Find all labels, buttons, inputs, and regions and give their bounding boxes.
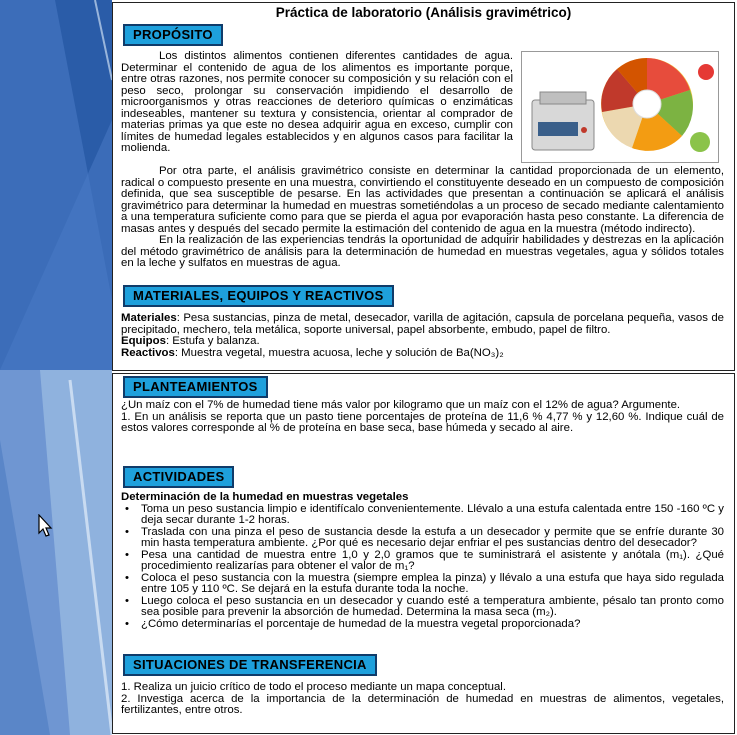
section-heading-actividades: ACTIVIDADES bbox=[123, 466, 234, 488]
proposito-paragraph-1 bbox=[121, 51, 513, 155]
section-heading-transferencia: SITUACIONES DE TRANSFERENCIA bbox=[123, 654, 377, 676]
materiales-text: : Pesa sustancias, pinza de metal, desecador, varilla de agitación, capsula de porcelana pequeña, vasos de precipitado, mechero, tela metálica, soporte universal, papel absorbente, embudo, papel de filtro. bbox=[121, 312, 724, 336]
side-band-graphic bbox=[0, 0, 112, 735]
decorative-side-band bbox=[0, 0, 112, 735]
reactivos-label: Reactivos bbox=[121, 346, 175, 359]
section-heading-planteamientos: PLANTEAMIENTOS bbox=[123, 376, 268, 398]
list-item: • Pesa una cantidad de muestra entre 1,0 y 2,0 gramos que te suministrará el asistente y anótala (m₁). ¿Qué procedimiento realizarías para obtener el valor de m₁? bbox=[121, 550, 724, 573]
proposito-text-2: Por otra parte, el análisis gravimétrico consiste en determinar la cantidad proporcionada de un elemento, radical o compuesto presente en una muestra, convirtiendo el constituyente deseado en un compuesto de composición definida, que sea susceptible de pesarse. En las actividades que presentan a continuación se aplicará el análisis gravimétrico para determinar la humedad en muestras sometiéndolas a un proceso de secado mediante calentamiento a una temperatura suficiente como para que se pierda el agua por evaporación hasta peso constante. La diferencia de masas antes y después del secado permite la estimación del contenido de agua en la muestra (método indirecto). bbox=[121, 165, 724, 235]
reactivos-text: : Muestra vegetal, muestra acuosa, leche y solución de Ba(NO₃)₂ bbox=[174, 346, 504, 359]
materiales-line bbox=[121, 313, 724, 336]
proposito-text-3: En la realización de las experiencias tendrás la oportunidad de adquirir habilidades y destrezas en la aplicación del método gravimétrico de análisis para la determinación de humedad en muestras vegetales, agua y sólidos totales en la leche y sulfatos en muestras de agua. bbox=[121, 234, 724, 269]
materiales-label: Materiales bbox=[121, 312, 177, 324]
proposito-paragraph-2 bbox=[121, 166, 724, 270]
list-item: • ¿Cómo determinarías el porcentaje de humedad de la muestra vegetal proporcionada? bbox=[121, 619, 724, 631]
transferencia-block bbox=[121, 682, 724, 717]
transferencia-item-2: 2. Investiga acerca de la importancia de la determinación de humedad en muestras de alimentos, vegetales, fertilizantes, entre otros. bbox=[121, 692, 724, 716]
arrow-cursor-icon bbox=[38, 514, 54, 538]
planteamiento-question-1: ¿Un maíz con el 7% de humedad tiene más valor por kilogramo que un maíz con el 12% de agua? Argumente. bbox=[121, 399, 681, 411]
equipos-label: Equipos bbox=[121, 335, 166, 347]
actividades-block bbox=[121, 492, 724, 630]
planteamientos-block bbox=[121, 400, 724, 435]
section-heading-proposito: PROPÓSITO bbox=[123, 24, 223, 46]
document-panel-bottom bbox=[112, 373, 735, 734]
transferencia-item-1: 1. Realiza un juicio crítico de todo el proceso mediante un mapa conceptual. bbox=[121, 681, 506, 693]
list-item: • Coloca el peso sustancia con la muestra (siempre emplea la pinza) y llévalo a una estufa que haya sido regulada entre 105 y 110 ºC. Se dejará en la estufa durante toda la noche. bbox=[121, 573, 724, 596]
proposito-text-1: Los distintos alimentos contienen diferentes cantidades de agua. Determinar el contenido de agua de los alimentos es importante porque, entre otras razones, nos permite conocer su composición y su relación con el peso seco, prolongar su conservación impidiendo el desarrollo de microorganismos y otras reacciones de deterioro químicas o enzimáticas indeseables, mantener su textura y consistencia, orientar al comprador de materias primas ya que este no desea adquirir agua en exceso, cumplir con límites de humedad legales establecidos y en algunos casos para facilitar la molienda. bbox=[121, 50, 513, 154]
reactivos-line bbox=[121, 348, 724, 360]
list-item: • Toma un peso sustancia limpio e identifícalo convenientemente. Llévalo a una estufa calentada entre 150 -160 ºC y deja secar durante 1-2 horas. bbox=[121, 504, 724, 527]
section-heading-materiales: MATERIALES, EQUIPOS Y REACTIVOS bbox=[123, 285, 394, 307]
list-item: • Traslada con una pinza el peso de sustancia desde la estufa a un desecador y permite que se enfríe durante 30 min hasta temperatura ambiente. ¿Por qué es necesario dejar enfriar el pes sustancias dentro del desecador? bbox=[121, 527, 724, 550]
list-item: • Luego coloca el peso sustancia en un desecador y cuando esté a temperatura ambiente, pésalo tan pronto como sea posible para prevenir la absorción de humedad. Determina la masa seca (m₂). bbox=[121, 596, 724, 619]
food-and-balance-image bbox=[521, 51, 719, 163]
materiales-block bbox=[121, 313, 724, 359]
planteamiento-question-2: 1. En un análisis se reporta que un pasto tiene porcentajes de proteína de 11,6 % 4,77 % y 12,60 %. Indique cuál de estos valores corresponde al % de proteína en base seca, base húmeda y secado al aire. bbox=[121, 410, 724, 434]
page-title: Práctica de laboratorio (Análisis gravimétrico) bbox=[275, 5, 572, 20]
document-panel-top bbox=[112, 2, 735, 371]
actividades-subheading: Determinación de la humedad en muestras vegetales bbox=[121, 491, 409, 503]
equipos-text: : Estufa y balanza. bbox=[165, 335, 260, 347]
actividades-list bbox=[121, 504, 724, 631]
